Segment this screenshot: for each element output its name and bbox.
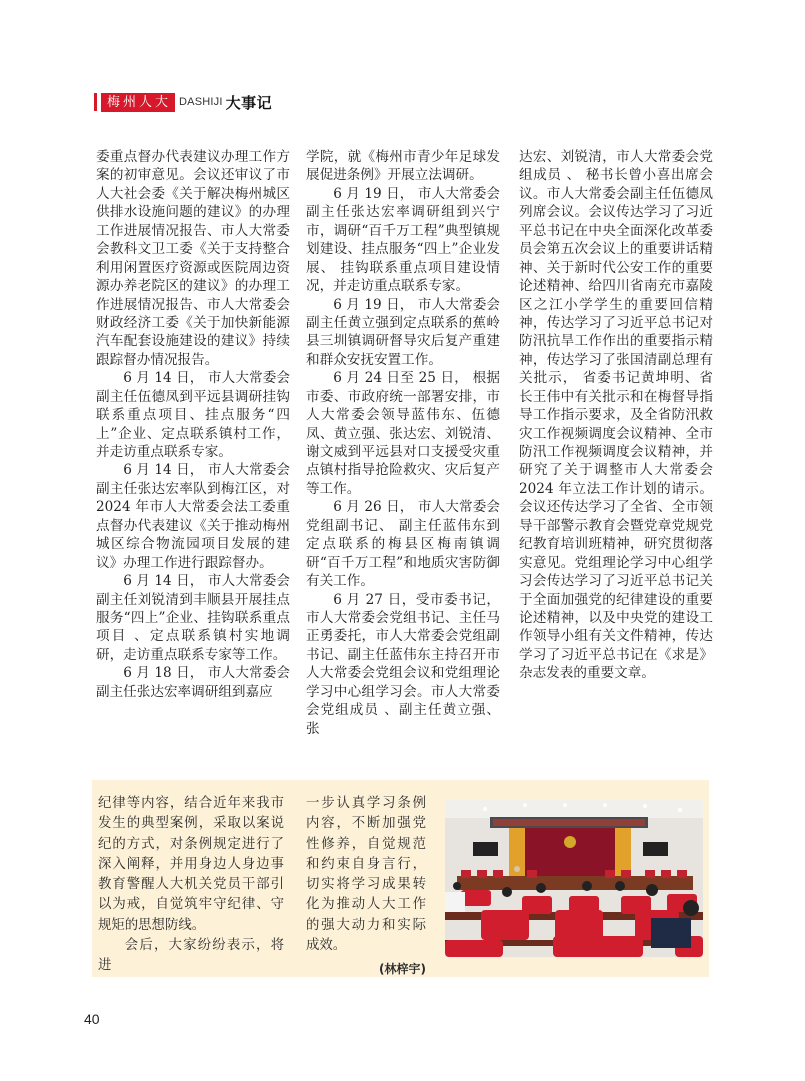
paragraph: 一步认真学习条例内容，不断加强党性修养，自觉规范和约束自身言行，切实将学习成果转化为推动人大工作的强大动力和实际成效。 (306, 796, 426, 954)
paragraph: 6 月 14 日， 市人大常委会副主任伍德凤到平远县调研挂钩联系重点项目、挂点服务“四上”企业、定点联系镇村工作，并走访重点联系专家。 (96, 370, 290, 460)
paragraph: 6 月 26 日， 市人大常委会党组副书记、 副主任蓝伟东到定点联系的梅县区梅南镇调研“百千万工程”和地质灾害防御有关工作。 (306, 499, 500, 590)
paragraph: 委重点督办代表建议办理工作方案的初审意见。会议还审议了市人大社会委《关于解决梅州城区供排水设施问题的建议》的办理工作进展情况报告、市人大常委会教科文卫工委《关于支持整合利用闲置医疗资源或医院周边资源办养老院区的建议》的办理工作进展情况报告、市人大常委会财政经济工委《关于加快新能源汽车配套设施建设的建议》持续跟踪督办情况报告。 (96, 149, 290, 368)
article-column-1 (96, 148, 290, 701)
paragraph: 会后，大家纷纷表示，将进 (98, 938, 284, 974)
sidebar-column-2 (306, 794, 426, 980)
meeting-photo-icon (445, 800, 703, 957)
brand-label: 梅州人大 (101, 93, 175, 112)
paragraph: 6 月 24 日至 25 日， 根据市委、市政府统一部署安排，市人大常委会领导蓝伟东、伍德凤、黄立强、张达宏、刘锐清、谢文威到平远县对口支援受灾重点镇村指导抢险救灾、灾后复产等工作。 (306, 370, 500, 497)
sidebar-column-1 (98, 794, 284, 977)
paragraph: 学院，就《梅州市青少年足球发展促进条例》开展立法调研。 (306, 149, 500, 184)
section-label-en: DASHIJI (179, 96, 223, 108)
paragraph: 达宏、刘锐清，市人大常委会党组成员 、 秘书长曾小喜出席会议。市人大常委会副主任伍德凤列席会议。会议传达学习了习近平总书记在中央全面深化改革委员会第五次会议上的重要讲话精神、关于新时代公安工作的重要论述精神、给四川省南充市嘉陵区之江小学学生的重要回信精神，传达学习了习近平总书记对防汛抗旱工作作出的重要指示精神，传达学习了张国清副总理有关批示， 省委书记黄坤明、省长王伟中有关批示和在梅督导指导工作指示要求，及全省防汛救灾工作视频调度会议精神、全市防汛工作视频调度会议精神，并研究了关于调整市人大常委会 2024 年立法工作计划的请示。会议还传达学习了全省、全市领导干部警示教育会暨党章党规党纪教育培训班精神，研究贯彻落实意见。党组理论学习中心组学习会传达学习了习近平总书记关于全面加强党的纪律建设的重要论述精神，以及中央党的建设工作领导小组有关文件精神，传达学习了习近平总书记在《求是》杂志发表的重要文章。 (519, 149, 713, 682)
sidebar-box (92, 780, 709, 977)
article-column-3 (519, 148, 713, 683)
paragraph: 纪律等内容，结合近年来我市发生的典型案例，采取以案说纪的方式，对条例规定进行了深入阐释，并用身边人身边事教育警醒人大机关党员干部引以为戒，自觉筑牢守纪律、守规矩的思想防线。 (98, 796, 284, 933)
paragraph: 6 月 19 日， 市人大常委会副主任黄立强到定点联系的蕉岭县三圳镇调研督导灾后复产重建和群众安抚安置工作。 (306, 296, 500, 368)
paragraph: 6 月 18 日， 市人大常委会副主任张达宏率调研组到嘉应 (96, 665, 290, 700)
paragraph: 6 月 27 日，受市委书记，市人大常委会党组书记、主任马正勇委托，市人大常委会党组副书记、副主任蓝伟东主持召开市人大常委会党组会议和党组理论学习中心组学习会。市人大常委会党组成员 、副主任黄立强、张 (306, 591, 500, 737)
page-number: 40 (84, 1011, 100, 1027)
author-credit: (林梓宇) (379, 962, 426, 977)
header-accent-bar (94, 93, 97, 111)
section-header (94, 92, 272, 112)
section-title: 大事记 (225, 93, 273, 112)
paragraph: 6 月 14 日， 市人大常委会副主任刘锐清到丰顺县开展挂点服务“四上”企业、挂钩联系重点项目 、定点联系镇村实地调研，走访重点联系专家等工作。 (96, 573, 290, 663)
paragraph: 6 月 19 日， 市人大常委会副主任张达宏率调研组到兴宁市，调研“百千万工程”典型镇规划建设、挂点服务“四上”企业发展、 挂钩联系重点项目建设情况，并走访重点联系专家。 (306, 185, 500, 295)
article-column-2 (306, 148, 500, 738)
paragraph: 6 月 14 日， 市人大常委会副主任张达宏率队到梅江区，对 2024 年市人大常委会法工委重点督办代表建议《关于推动梅州城区综合物流园项目发展的建议》办理工作进行跟踪督办。 (96, 462, 290, 571)
